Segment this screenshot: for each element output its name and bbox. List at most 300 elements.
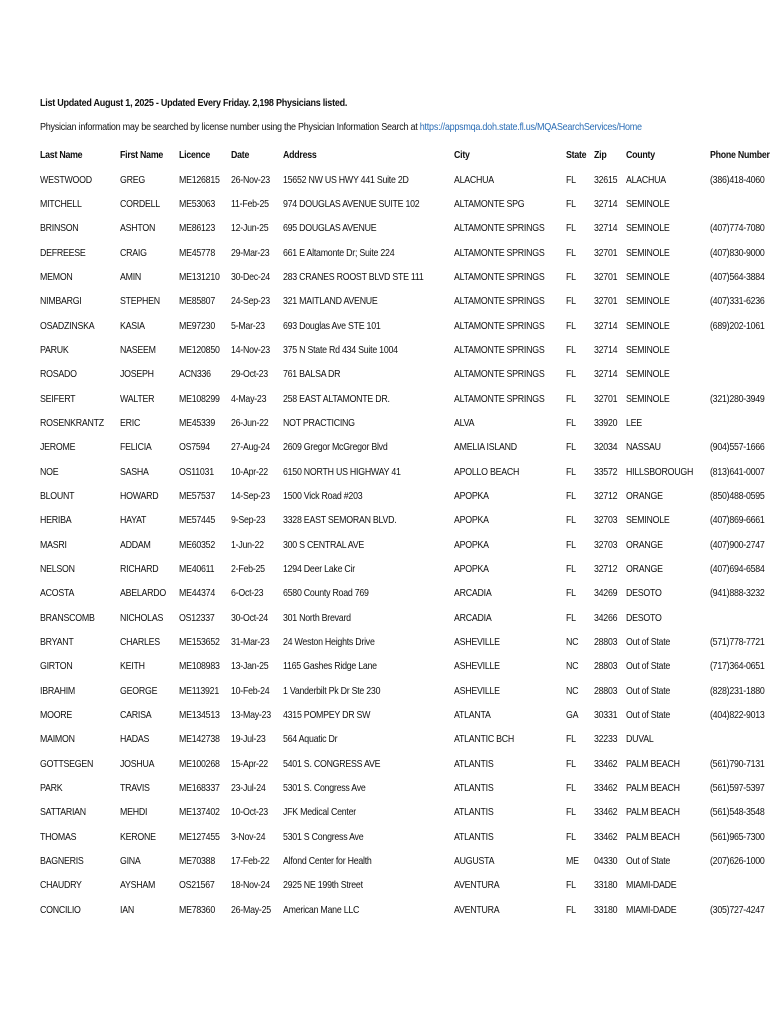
table-cell	[592, 557, 624, 581]
cell-value: FL	[565, 806, 576, 819]
cell-value: PARK	[40, 782, 63, 795]
table-cell	[118, 752, 177, 776]
table-cell	[38, 557, 118, 581]
table-row	[38, 362, 770, 386]
cell-value: 693 Douglas Ave STE 101	[282, 319, 381, 332]
table-cell	[564, 849, 592, 873]
table-cell	[452, 435, 564, 459]
table-cell	[708, 630, 770, 654]
cell-value: 32233	[593, 733, 618, 746]
cell-value: THOMAS	[40, 830, 77, 843]
column-header-label: Licence	[178, 149, 210, 162]
table-cell	[38, 581, 118, 605]
cell-value: 14-Nov-23	[231, 343, 271, 356]
cell-value: ALTAMONTE SPRINGS	[454, 270, 545, 283]
cell-value: FL	[565, 368, 576, 381]
table-row	[38, 386, 770, 410]
cell-value: 1165 Gashes Ridge Lane	[282, 660, 377, 673]
table-cell	[452, 630, 564, 654]
cell-value: 24 Weston Heights Drive	[282, 636, 375, 649]
table-cell	[177, 338, 229, 362]
cell-value: ATLANTA	[454, 709, 491, 722]
table-cell	[708, 362, 770, 386]
cell-value: ME168337	[178, 782, 220, 795]
cell-value: FL	[565, 246, 576, 259]
table-cell	[38, 265, 118, 289]
table-cell	[708, 752, 770, 776]
cell-value: Out of State	[625, 684, 670, 697]
cell-value: DESOTO	[625, 611, 662, 624]
table-row	[38, 411, 770, 435]
cell-value: 3328 EAST SEMORAN BLVD.	[282, 514, 397, 527]
table-cell	[624, 313, 708, 337]
cell-value: 32712	[593, 489, 618, 502]
table-cell	[624, 654, 708, 678]
column-header	[592, 143, 624, 167]
cell-value: GOTTSEGEN	[40, 757, 94, 770]
cell-value: (850)488-0595	[709, 489, 765, 502]
table-row	[38, 240, 770, 264]
cell-value: JEROME	[40, 441, 76, 454]
table-cell	[38, 727, 118, 751]
cell-value: AMELIA ISLAND	[454, 441, 517, 454]
table-cell	[281, 703, 452, 727]
table-cell	[592, 533, 624, 557]
table-cell	[708, 313, 770, 337]
cell-value: 32703	[593, 538, 618, 551]
table-cell	[624, 192, 708, 216]
table-cell	[118, 776, 177, 800]
table-cell	[592, 289, 624, 313]
cell-value: 29-Oct-23	[231, 368, 269, 381]
cell-value: FL	[565, 295, 576, 308]
table-cell	[564, 630, 592, 654]
table-cell	[564, 654, 592, 678]
cell-value: 5401 S. CONGRESS AVE	[282, 757, 380, 770]
table-cell	[229, 459, 281, 483]
cell-value: (813)641-0007	[709, 465, 765, 478]
cell-value: 32714	[593, 222, 618, 235]
cell-value: NOE	[40, 465, 59, 478]
table-cell	[592, 752, 624, 776]
cell-value: 32714	[593, 197, 618, 210]
cell-value: FL	[565, 514, 576, 527]
table-cell	[592, 508, 624, 532]
cell-value: APOLLO BEACH	[454, 465, 520, 478]
cell-value: (207)626-1000	[709, 855, 765, 868]
table-cell	[592, 679, 624, 703]
table-cell	[624, 606, 708, 630]
table-cell	[118, 313, 177, 337]
cell-value: ALTAMONTE SPRINGS	[454, 295, 545, 308]
cell-value: JOSHUA	[120, 757, 155, 770]
cell-value: ATLANTIS	[454, 757, 494, 770]
cell-value: ALTAMONTE SPRINGS	[454, 319, 545, 332]
table-cell	[452, 313, 564, 337]
table-cell	[229, 313, 281, 337]
cell-value: MAIMON	[40, 733, 75, 746]
table-cell	[177, 362, 229, 386]
cell-value: ALTAMONTE SPRINGS	[454, 392, 545, 405]
table-cell	[229, 240, 281, 264]
table-cell	[452, 484, 564, 508]
table-cell	[708, 533, 770, 557]
table-cell	[118, 849, 177, 873]
table-cell	[229, 338, 281, 362]
cell-value: 661 E Altamonte Dr; Suite 224	[282, 246, 395, 259]
column-header-label: Zip	[593, 149, 607, 162]
cell-value: CORDELL	[120, 197, 160, 210]
table-row	[38, 703, 770, 727]
cell-value: ATLANTIS	[454, 806, 494, 819]
table-cell	[229, 386, 281, 410]
cell-value: OS12337	[178, 611, 215, 624]
table-cell	[118, 435, 177, 459]
table-cell	[708, 484, 770, 508]
cell-value: GINA	[120, 855, 141, 868]
cell-value: 26-Jun-22	[231, 416, 269, 429]
table-cell	[592, 459, 624, 483]
cell-value: Out of State	[625, 660, 670, 673]
table-cell	[38, 873, 118, 897]
table-cell	[281, 240, 452, 264]
table-row	[38, 338, 770, 362]
table-cell	[564, 338, 592, 362]
table-row	[38, 727, 770, 751]
cell-value: 33572	[593, 465, 618, 478]
table-cell	[38, 167, 118, 191]
cell-value: FL	[565, 343, 576, 356]
table-cell	[708, 216, 770, 240]
table-cell	[281, 679, 452, 703]
table-cell	[118, 338, 177, 362]
table-cell	[592, 606, 624, 630]
cell-value: ROSADO	[40, 368, 77, 381]
cell-value: GREG	[120, 173, 146, 186]
table-cell	[281, 776, 452, 800]
table-cell	[177, 630, 229, 654]
table-row	[38, 679, 770, 703]
table-cell	[624, 240, 708, 264]
cell-value: (561)597-5397	[709, 782, 765, 795]
table-cell	[38, 630, 118, 654]
table-cell	[564, 703, 592, 727]
table-cell	[38, 654, 118, 678]
column-header	[281, 143, 452, 167]
cell-value: 32703	[593, 514, 618, 527]
table-cell	[452, 386, 564, 410]
table-cell	[118, 898, 177, 922]
cell-value: 30-Oct-24	[231, 611, 269, 624]
table-cell	[177, 849, 229, 873]
cell-value: ME126815	[178, 173, 220, 186]
cell-value: NC	[565, 660, 579, 673]
cell-value: 32701	[593, 392, 618, 405]
cell-value: HADAS	[120, 733, 150, 746]
cell-value: (386)418-4060	[709, 173, 765, 186]
table-cell	[177, 703, 229, 727]
cell-value: ME108299	[178, 392, 220, 405]
cell-value: 974 DOUGLAS AVENUE SUITE 102	[282, 197, 420, 210]
table-cell	[118, 703, 177, 727]
cell-value: GA	[565, 709, 579, 722]
cell-value: 13-Jan-25	[231, 660, 269, 673]
table-cell	[118, 484, 177, 508]
table-cell	[177, 557, 229, 581]
table-cell	[38, 484, 118, 508]
table-cell	[281, 216, 452, 240]
table-cell	[592, 240, 624, 264]
cell-value: 26-Nov-23	[231, 173, 271, 186]
table-header-row	[38, 143, 770, 167]
cell-value: OS11031	[178, 465, 214, 478]
table-cell	[564, 898, 592, 922]
cell-value: FL	[565, 903, 576, 916]
cell-value: FL	[565, 270, 576, 283]
table-cell	[624, 800, 708, 824]
table-cell	[708, 873, 770, 897]
table-cell	[564, 435, 592, 459]
table-cell	[592, 167, 624, 191]
table-cell	[564, 289, 592, 313]
cell-value: MIAMI-DADE	[625, 903, 677, 916]
cell-value: FL	[565, 173, 576, 186]
cell-value: GEORGE	[120, 684, 158, 697]
table-cell	[229, 265, 281, 289]
table-cell	[624, 557, 708, 581]
cell-value: ALTAMONTE SPRINGS	[454, 246, 545, 259]
table-cell	[452, 873, 564, 897]
cell-value: ALTAMONTE SPRINGS	[454, 368, 545, 381]
table-cell	[564, 216, 592, 240]
table-cell	[592, 411, 624, 435]
cell-value: FELICIA	[120, 441, 152, 454]
cell-value: KERONE	[120, 830, 156, 843]
cell-value: APOPKA	[454, 489, 489, 502]
table-cell	[38, 849, 118, 873]
table-cell	[229, 484, 281, 508]
cell-value: ME	[565, 855, 579, 868]
cell-value: (407)869-6661	[709, 514, 765, 527]
table-cell	[624, 581, 708, 605]
cell-value: (321)280-3949	[709, 392, 765, 405]
cell-value: APOPKA	[454, 538, 489, 551]
table-row	[38, 898, 770, 922]
cell-value: MITCHELL	[40, 197, 82, 210]
cell-value: NC	[565, 636, 579, 649]
cell-value: 5301 S. Congress Ave	[282, 782, 366, 795]
table-cell	[281, 800, 452, 824]
table-cell	[177, 265, 229, 289]
table-cell	[564, 240, 592, 264]
cell-value: 14-Sep-23	[231, 489, 271, 502]
table-cell	[229, 654, 281, 678]
table-cell	[177, 679, 229, 703]
table-cell	[452, 508, 564, 532]
cell-value: 1500 Vick Road #203	[282, 489, 363, 502]
cell-value: ME45778	[178, 246, 215, 259]
table-cell	[624, 873, 708, 897]
cell-value: 04330	[593, 855, 618, 868]
table-cell	[281, 411, 452, 435]
cell-value: 5-Mar-23	[231, 319, 266, 332]
column-header-label: County	[625, 149, 655, 162]
cell-value: OS21567	[178, 879, 215, 892]
cell-value: ERIC	[120, 416, 141, 429]
cell-value: CHAUDRY	[40, 879, 82, 892]
table-cell	[281, 192, 452, 216]
table-cell	[177, 216, 229, 240]
table-cell	[38, 776, 118, 800]
table-cell	[229, 362, 281, 386]
table-cell	[281, 825, 452, 849]
cell-value: WESTWOOD	[40, 173, 92, 186]
cell-value: MEMON	[40, 270, 73, 283]
table-cell	[229, 435, 281, 459]
column-header	[38, 143, 118, 167]
table-row	[38, 167, 770, 191]
cell-value: 6-Oct-23	[231, 587, 264, 600]
table-cell	[229, 898, 281, 922]
table-cell	[118, 386, 177, 410]
table-cell	[281, 630, 452, 654]
cell-value: 15-Apr-22	[231, 757, 269, 770]
table-cell	[177, 606, 229, 630]
cell-value: 321 MAITLAND AVENUE	[282, 295, 378, 308]
cell-value: 30-Dec-24	[231, 270, 271, 283]
table-row	[38, 484, 770, 508]
cell-value: 33462	[593, 757, 618, 770]
column-header	[708, 143, 770, 167]
table-cell	[624, 727, 708, 751]
table-cell	[281, 533, 452, 557]
cell-value: APOPKA	[454, 514, 489, 527]
table-cell	[229, 800, 281, 824]
cell-value: 26-May-25	[231, 903, 272, 916]
cell-value: SEMINOLE	[625, 514, 670, 527]
table-cell	[592, 338, 624, 362]
cell-value: ME85807	[178, 295, 215, 308]
table-cell	[177, 654, 229, 678]
cell-value: 17-Feb-22	[231, 855, 270, 868]
table-cell	[708, 167, 770, 191]
table-row	[38, 557, 770, 581]
cell-value: LEE	[625, 416, 642, 429]
cell-value: 564 Aquatic Dr	[282, 733, 338, 746]
table-cell	[592, 386, 624, 410]
cell-value: NELSON	[40, 563, 75, 576]
cell-value: ASHEVILLE	[454, 684, 500, 697]
table-cell	[38, 898, 118, 922]
cell-value: JOSEPH	[120, 368, 154, 381]
table-cell	[564, 581, 592, 605]
cell-value: SEMINOLE	[625, 319, 670, 332]
cell-value: KEITH	[120, 660, 145, 673]
table-cell	[564, 752, 592, 776]
table-cell	[229, 581, 281, 605]
cell-value: BRINSON	[40, 222, 79, 235]
cell-value: MASRI	[40, 538, 67, 551]
cell-value: 300 S CENTRAL AVE	[282, 538, 364, 551]
table-cell	[281, 752, 452, 776]
table-cell	[708, 849, 770, 873]
cell-value: 33462	[593, 830, 618, 843]
table-cell	[118, 192, 177, 216]
cell-value: ME142738	[178, 733, 220, 746]
table-cell	[38, 752, 118, 776]
table-row	[38, 192, 770, 216]
cell-value: (561)548-3548	[709, 806, 765, 819]
cell-value: GIRTON	[40, 660, 73, 673]
column-header	[229, 143, 281, 167]
cell-value: FL	[565, 879, 576, 892]
cell-value: 32714	[593, 368, 618, 381]
cell-value: AYSHAM	[120, 879, 156, 892]
table-cell	[118, 216, 177, 240]
cell-value: 3-Nov-24	[231, 830, 266, 843]
table-cell	[624, 216, 708, 240]
table-cell	[118, 679, 177, 703]
table-cell	[281, 849, 452, 873]
cell-value: 12-Jun-25	[231, 222, 269, 235]
cell-value: ALVA	[454, 416, 475, 429]
table-cell	[452, 654, 564, 678]
table-cell	[624, 630, 708, 654]
table-cell	[118, 265, 177, 289]
table-cell	[177, 289, 229, 313]
table-cell	[38, 192, 118, 216]
cell-value: ME153652	[178, 636, 220, 649]
cell-value: ASHEVILLE	[454, 636, 500, 649]
table-cell	[38, 606, 118, 630]
cell-value: ME45339	[178, 416, 215, 429]
cell-value: (717)364-0651	[709, 660, 765, 673]
cell-value: (561)965-7300	[709, 830, 765, 843]
table-cell	[229, 289, 281, 313]
table-cell	[281, 873, 452, 897]
table-cell	[229, 557, 281, 581]
table-row	[38, 313, 770, 337]
table-cell	[592, 484, 624, 508]
table-cell	[38, 386, 118, 410]
cell-value: AMIN	[120, 270, 142, 283]
table-cell	[708, 386, 770, 410]
table-cell	[229, 752, 281, 776]
table-cell	[38, 338, 118, 362]
cell-value: 375 N State Rd 434 Suite 1004	[282, 343, 398, 356]
search-link[interactable]: https://appsmqa.doh.state.fl.us/MQASearchServices/Home	[419, 121, 642, 133]
cell-value: 10-Feb-24	[231, 684, 270, 697]
table-cell	[177, 192, 229, 216]
table-cell	[592, 581, 624, 605]
table-cell	[708, 557, 770, 581]
cell-value: 32712	[593, 563, 618, 576]
cell-value: (305)727-4247	[709, 903, 765, 916]
cell-value: CARISA	[120, 709, 152, 722]
table-row	[38, 289, 770, 313]
cell-value: FL	[565, 830, 576, 843]
table-cell	[564, 557, 592, 581]
cell-value: SEMINOLE	[625, 368, 670, 381]
cell-value: BRANSCOMB	[40, 611, 95, 624]
cell-value: 6580 County Road 769	[282, 587, 369, 600]
cell-value: SEMINOLE	[625, 343, 670, 356]
cell-value: (407)564-3884	[709, 270, 765, 283]
cell-value: 4-May-23	[231, 392, 267, 405]
cell-value: SASHA	[120, 465, 149, 478]
cell-value: (561)790-7131	[709, 757, 765, 770]
cell-value: 24-Sep-23	[231, 295, 271, 308]
